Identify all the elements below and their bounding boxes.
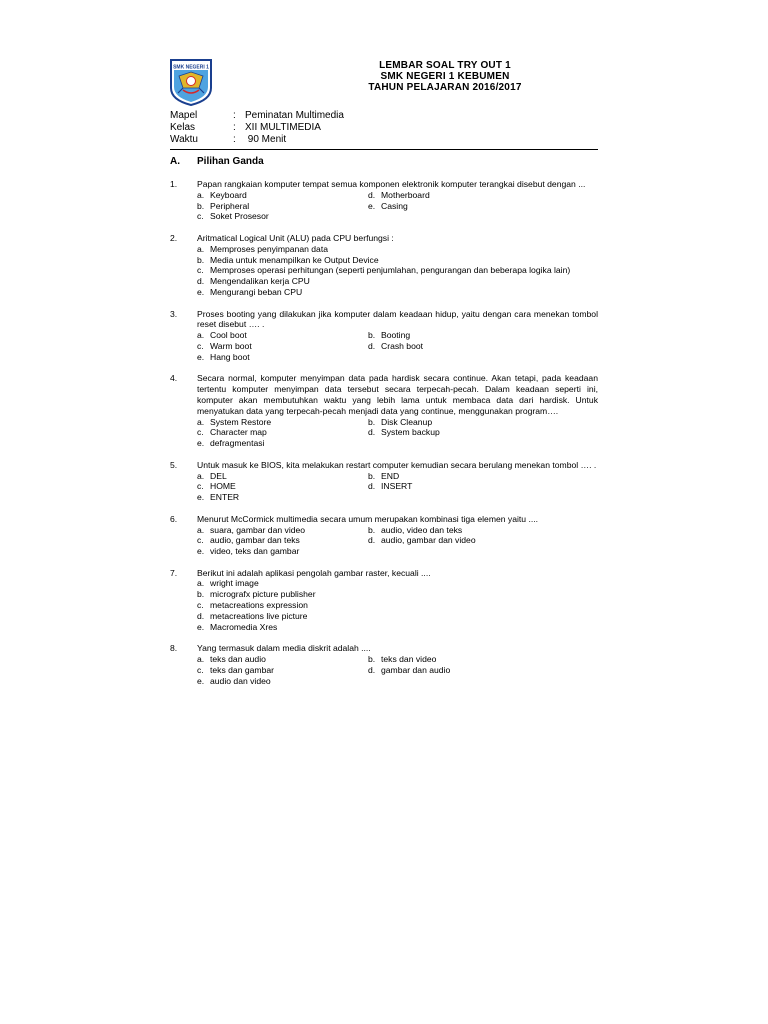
question-item <box>170 373 598 449</box>
answer-option <box>197 665 368 676</box>
answer-option <box>368 330 598 341</box>
exam-header <box>230 60 660 93</box>
option-letter: b. <box>368 416 376 427</box>
option-letter: a. <box>197 578 205 589</box>
answer-option <box>368 201 598 212</box>
answer-option <box>368 471 598 482</box>
answer-options <box>197 578 598 632</box>
option-letter: b. <box>368 654 376 665</box>
question-body <box>197 460 598 503</box>
answer-option <box>197 611 598 622</box>
option-text: DEL <box>210 470 227 481</box>
option-letter: d. <box>368 535 376 546</box>
option-letter: d. <box>368 189 376 200</box>
question-text: Berikut ini adalah aplikasi pengolah gambar raster, kecuali .... <box>197 567 431 578</box>
answer-options <box>197 654 598 686</box>
option-text: Media untuk menampilkan ke Output Device <box>210 254 379 265</box>
answer-option <box>197 471 368 482</box>
section-title: Pilihan Ganda <box>197 156 264 167</box>
option-text: Keyboard <box>210 189 247 200</box>
question-text: Untuk masuk ke BIOS, kita melakukan restart computer kemudian secara berulang menekan tombol …. . <box>197 459 597 470</box>
option-text: Hang boot <box>210 351 250 362</box>
option-text: HOME <box>210 481 236 492</box>
question-number: 7. <box>170 567 178 578</box>
question-number: 3. <box>170 308 178 319</box>
answer-options <box>197 471 598 503</box>
option-letter: a. <box>197 189 205 200</box>
option-text: wright image <box>210 578 259 589</box>
info-row-mapel <box>170 110 344 122</box>
option-text: gambar dan audio <box>381 664 451 675</box>
option-text: Soket Prosesor <box>210 211 269 222</box>
answer-option <box>368 535 598 546</box>
option-text: END <box>381 470 400 481</box>
info-value: 90 Menit <box>245 134 287 145</box>
option-text: INSERT <box>381 481 413 492</box>
option-text: Memproses penyimpanan data <box>210 243 328 254</box>
header-year: TAHUN PELAJARAN 2016/2017 <box>368 82 522 93</box>
question-item <box>170 309 598 363</box>
answer-option <box>197 427 368 438</box>
option-letter: e. <box>197 286 205 297</box>
option-letter: d. <box>197 610 205 621</box>
option-letter: a. <box>197 524 205 535</box>
answer-option <box>368 427 598 438</box>
answer-option <box>197 546 598 557</box>
question-text: Secara normal, komputer menyimpan data pada hardisk secara continue. Akan tetapi, pada keadaan tertentu komputer menyimpan data tersebut secara terpecah-pecah. Dalam keadaan seperti ini, komputer akan membutuhkan waktu yang lebih lama untuk membaca data dari hardisk. Untuk menyatukan data yang terpecah-pecah menjadi data yang continue, menggunakan program…. <box>197 373 598 416</box>
option-text: Memproses operasi perhitungan (seperti penjumlahan, pengurangan dan beberapa logika lain) <box>210 265 571 276</box>
option-text: defragmentasi <box>210 438 265 449</box>
option-text: audio, gambar dan teks <box>210 535 300 546</box>
header-school: SMK NEGERI 1 KEBUMEN <box>380 71 510 82</box>
option-letter: d. <box>368 340 376 351</box>
answer-options <box>197 190 598 222</box>
question-body <box>197 514 598 557</box>
answer-option <box>197 417 368 428</box>
answer-option <box>197 341 368 352</box>
answer-option <box>197 578 598 589</box>
option-text: Motherboard <box>381 189 430 200</box>
option-text: audio dan video <box>210 675 271 686</box>
question-number: 6. <box>170 513 178 524</box>
option-letter: e. <box>197 621 205 632</box>
option-text: audio, gambar dan video <box>381 535 476 546</box>
answer-option <box>197 244 598 255</box>
answer-option <box>197 287 598 298</box>
option-text: video, teks dan gambar <box>210 546 300 557</box>
answer-option <box>368 481 598 492</box>
option-letter: b. <box>197 200 205 211</box>
option-text: metacreations expression <box>210 600 308 611</box>
option-letter: c. <box>197 211 204 222</box>
answer-option <box>368 190 598 201</box>
exam-info <box>170 110 344 146</box>
answer-option <box>197 492 598 503</box>
option-text: Disk Cleanup <box>381 416 433 427</box>
option-letter: e. <box>197 492 205 503</box>
option-text: metacreations live picture <box>210 610 308 621</box>
section-heading <box>170 156 264 167</box>
option-letter: e. <box>197 546 205 557</box>
answer-option <box>197 438 598 449</box>
school-crest-icon <box>169 58 213 106</box>
answer-option <box>368 665 598 676</box>
question-item <box>170 460 598 503</box>
answer-option <box>197 330 368 341</box>
option-text: teks dan video <box>381 654 437 665</box>
option-letter: e. <box>197 351 205 362</box>
info-colon: : <box>233 134 236 145</box>
option-text: Character map <box>210 427 267 438</box>
answer-option <box>197 211 598 222</box>
option-text: micrografx picture publisher <box>210 589 316 600</box>
option-letter: b. <box>368 470 376 481</box>
option-text: Peripheral <box>210 200 250 211</box>
question-item <box>170 568 598 633</box>
question-body <box>197 179 598 222</box>
option-text: Casing <box>381 200 408 211</box>
answer-option <box>368 417 598 428</box>
answer-option <box>197 676 598 687</box>
info-colon: : <box>233 122 236 133</box>
answer-option <box>197 600 598 611</box>
logo-text: SMK NEGERI 1 <box>173 64 209 71</box>
option-letter: c. <box>197 535 204 546</box>
option-letter: d. <box>197 276 205 287</box>
option-letter: b. <box>368 524 376 535</box>
answer-option <box>197 276 598 287</box>
answer-option <box>197 352 598 363</box>
answer-option <box>197 255 598 266</box>
option-letter: b. <box>197 589 205 600</box>
info-label: Mapel <box>170 110 198 121</box>
option-letter: c. <box>197 340 204 351</box>
question-body <box>197 643 598 686</box>
option-text: Booting <box>381 330 411 341</box>
option-letter: c. <box>197 427 204 438</box>
option-text: Crash boot <box>381 340 424 351</box>
answer-option <box>197 589 598 600</box>
option-letter: d. <box>368 427 376 438</box>
header-divider <box>170 149 598 150</box>
answer-options <box>197 525 598 557</box>
info-value: Peminatan Multimedia <box>245 110 344 121</box>
answer-option <box>368 341 598 352</box>
option-letter: d. <box>368 481 376 492</box>
option-text: Mengendalikan kerja CPU <box>210 276 310 287</box>
question-body <box>197 309 598 363</box>
answer-option <box>197 201 368 212</box>
answer-option <box>368 654 598 665</box>
question-number: 5. <box>170 459 178 470</box>
question-number: 8. <box>170 643 178 654</box>
info-label: Waktu <box>170 134 198 145</box>
question-item <box>170 179 598 222</box>
option-letter: a. <box>197 330 205 341</box>
answer-option <box>197 190 368 201</box>
info-colon: : <box>233 110 236 121</box>
option-letter: d. <box>368 664 376 675</box>
question-text: Papan rangkaian komputer tempat semua komponen elektronik komputer terangkai disebut dengan ... <box>197 179 586 189</box>
answer-option <box>197 525 368 536</box>
option-letter: c. <box>197 265 204 276</box>
question-number: 2. <box>170 232 178 243</box>
question-item <box>170 233 598 298</box>
answer-option <box>368 525 598 536</box>
option-letter: c. <box>197 600 204 611</box>
answer-option <box>197 481 368 492</box>
info-row-kelas <box>170 122 344 134</box>
option-text: ENTER <box>210 492 240 503</box>
question-number: 4. <box>170 373 178 384</box>
question-list <box>170 179 598 697</box>
option-letter: b. <box>197 254 205 265</box>
option-letter: c. <box>197 664 204 675</box>
header-title: LEMBAR SOAL TRY OUT 1 <box>379 60 511 71</box>
question-item <box>170 643 598 686</box>
question-text: Aritmatical Logical Unit (ALU) pada CPU berfungsi : <box>197 232 394 243</box>
option-text: Warm boot <box>210 340 252 351</box>
option-letter: a. <box>197 243 205 254</box>
option-text: Cool boot <box>210 330 247 341</box>
answer-option <box>197 535 368 546</box>
option-letter: c. <box>197 481 204 492</box>
question-text: Yang termasuk dalam media diskrit adalah .... <box>197 643 371 654</box>
question-body <box>197 233 598 298</box>
question-item <box>170 514 598 557</box>
answer-option <box>197 654 368 665</box>
info-label: Kelas <box>170 122 196 133</box>
answer-options <box>197 244 598 298</box>
option-text: System backup <box>381 427 440 438</box>
option-text: teks dan gambar <box>210 664 275 675</box>
question-body <box>197 568 598 633</box>
answer-options <box>197 417 598 449</box>
question-number: 1. <box>170 179 178 189</box>
answer-option <box>197 622 598 633</box>
question-text: Proses booting yang dilakukan jika komputer dalam keadaan hidup, yaitu dengan cara menekan tombol reset disebut …. . <box>197 308 598 330</box>
option-text: System Restore <box>210 416 272 427</box>
question-text: Menurut McCormick multimedia secara umum merupakan kombinasi tiga elemen yaitu .... <box>197 513 539 524</box>
question-body <box>197 373 598 449</box>
option-text: suara, gambar dan video <box>210 524 306 535</box>
option-letter: e. <box>197 675 205 686</box>
option-text: audio, video dan teks <box>381 524 463 535</box>
option-text: teks dan audio <box>210 654 266 665</box>
info-value: XII MULTIMEDIA <box>245 122 321 133</box>
option-letter: a. <box>197 654 205 665</box>
option-letter: e. <box>197 438 205 449</box>
info-row-waktu <box>170 134 344 146</box>
answer-options <box>197 330 598 362</box>
option-letter: e. <box>368 200 376 211</box>
answer-option <box>197 265 598 276</box>
option-text: Mengurangi beban CPU <box>210 286 303 297</box>
option-letter: b. <box>368 330 376 341</box>
section-letter: A. <box>170 156 180 167</box>
option-letter: a. <box>197 470 205 481</box>
option-letter: a. <box>197 416 205 427</box>
option-text: Macromedia Xres <box>210 621 278 632</box>
